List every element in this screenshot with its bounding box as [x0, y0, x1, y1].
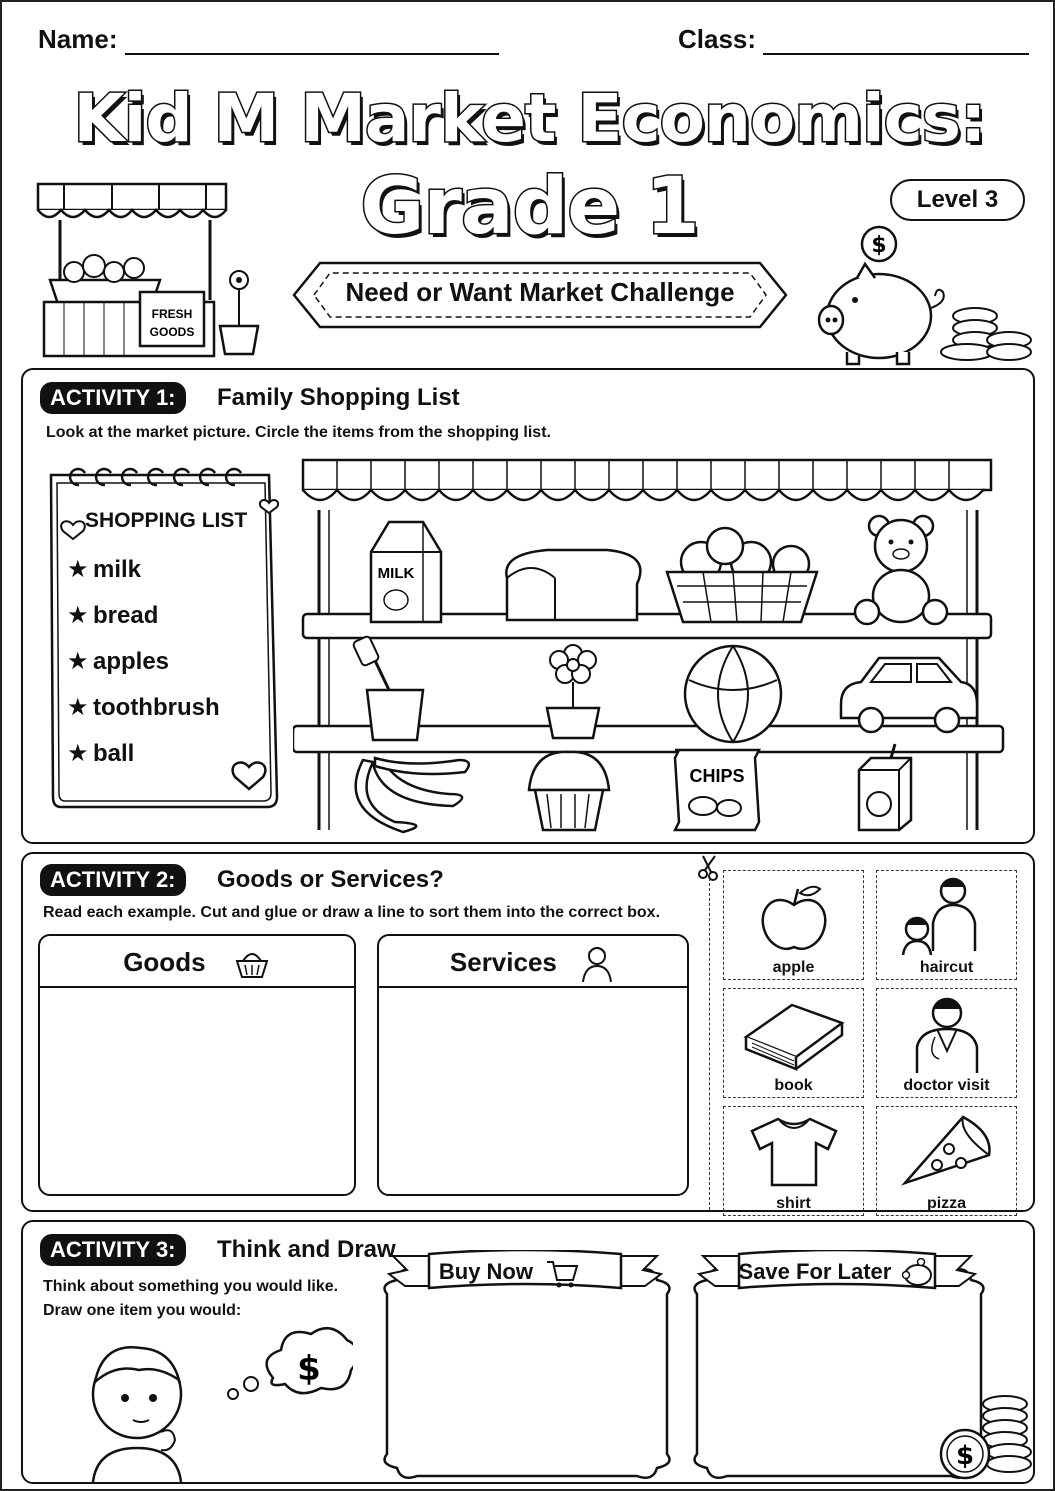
- name-field[interactable]: [38, 24, 499, 55]
- activity-3-instruction-2: Draw one item you would:: [43, 1302, 242, 1319]
- goods-header: [40, 936, 354, 988]
- card-label: pizza: [926, 1195, 967, 1212]
- piggy-bank-icon: [817, 224, 1037, 369]
- coin-stack-icon: [941, 308, 1031, 360]
- svg-text:$: $: [871, 233, 887, 258]
- activity-3-title: Think and Draw: [217, 1236, 396, 1263]
- card-label: apple: [772, 959, 815, 976]
- name-line[interactable]: [125, 53, 499, 55]
- star-icon: ★: [67, 556, 89, 583]
- card-apple[interactable]: [723, 870, 864, 980]
- star-icon: ★: [67, 694, 89, 721]
- cupcake-icon: [529, 752, 609, 830]
- dollar-icon: $: [297, 1349, 321, 1389]
- chips-bag-icon: [675, 750, 759, 830]
- activity-1-tag: ACTIVITY 1:: [40, 382, 186, 414]
- activity-2-title: Goods or Services?: [217, 866, 444, 893]
- toy-car-icon: [841, 658, 977, 732]
- thinking-child-icon: [63, 1322, 353, 1482]
- beach-ball-icon: [685, 646, 781, 742]
- activity-3-section: [21, 1220, 1035, 1484]
- list-item: ★ toothbrush: [67, 694, 220, 721]
- list-item: ★ milk: [67, 556, 142, 583]
- milk-carton-label: MILK: [377, 565, 415, 582]
- title-line-2: Grade 1: [360, 162, 699, 252]
- services-drop-box[interactable]: [377, 934, 689, 1196]
- card-doctor-visit[interactable]: [876, 988, 1017, 1098]
- activity-1-instruction: Look at the market picture. Circle the items from the shopping list.: [46, 424, 551, 441]
- piggy-bank-small-icon: [901, 1258, 935, 1288]
- bread-icon: [506, 550, 640, 620]
- activity-2-tag: ACTIVITY 2:: [40, 864, 186, 896]
- star-icon: ★: [67, 602, 89, 629]
- activity-2-instruction: Read each example. Cut and glue or draw a line to sort them into the correct box.: [43, 904, 661, 921]
- shopping-cart-icon: [545, 1258, 579, 1288]
- class-field[interactable]: [678, 24, 1029, 55]
- star-icon: ★: [67, 648, 89, 675]
- bananas-icon: [356, 758, 469, 832]
- market-shelf-picture: [293, 454, 1013, 838]
- subtitle-banner: [292, 259, 788, 331]
- activity-3-tag: ACTIVITY 3:: [40, 1234, 186, 1266]
- chips-label: CHIPS: [689, 766, 745, 786]
- doctor-icon: [877, 989, 1018, 1079]
- goods-drop-box[interactable]: [38, 934, 356, 1196]
- flower-pot-icon: [547, 645, 599, 738]
- list-item: ★ ball: [67, 740, 135, 767]
- save-later-draw-area[interactable]: [705, 1300, 971, 1468]
- shopping-list-card: [43, 467, 279, 813]
- goods-label: Goods: [123, 947, 206, 977]
- card-book[interactable]: [723, 988, 864, 1098]
- title-line-1: Kid M Market Economics:: [73, 80, 986, 157]
- shirt-icon: [724, 1107, 865, 1197]
- book-icon: [724, 989, 865, 1079]
- subtitle-text: Need or Want Market Challenge: [345, 277, 735, 307]
- teddy-bear-icon: [855, 516, 947, 624]
- star-icon: ★: [67, 740, 89, 767]
- stall-sign-line-2: GOODS: [149, 325, 195, 339]
- services-label: Services: [449, 947, 557, 977]
- save-later-label: Save For Later: [737, 1258, 937, 1288]
- card-label: haircut: [919, 959, 974, 976]
- card-label: shirt: [776, 1195, 811, 1212]
- list-item: ★ bread: [67, 602, 159, 629]
- services-header: [379, 936, 687, 988]
- haircut-icon: [877, 871, 1018, 961]
- buy-now-label: Buy Now: [429, 1258, 589, 1288]
- apple-icon: [724, 871, 865, 961]
- svg-text:$: $: [955, 1441, 975, 1471]
- stall-sign-line-1: FRESH: [151, 307, 193, 321]
- activity-1-title: Family Shopping List: [217, 384, 460, 411]
- card-label: book: [774, 1077, 813, 1094]
- pizza-icon: [877, 1107, 1018, 1197]
- name-label: Name:: [38, 24, 118, 54]
- worker-icon: [578, 944, 616, 984]
- list-item: ★ apples: [67, 648, 170, 675]
- buy-now-draw-area[interactable]: [395, 1300, 657, 1468]
- toothbrush-cup-icon: [352, 635, 423, 740]
- level-badge: Level 3: [890, 179, 1025, 221]
- class-line[interactable]: [763, 53, 1029, 55]
- coin-stack-small-icon: [935, 1390, 1035, 1482]
- activity-2-section: [21, 852, 1035, 1212]
- card-shirt[interactable]: [723, 1106, 864, 1216]
- activity-1-section: [21, 368, 1035, 844]
- card-pizza[interactable]: [876, 1106, 1017, 1216]
- juice-box-icon: [859, 744, 911, 830]
- basket-icon: [233, 947, 271, 981]
- apple-basket-icon: [667, 528, 817, 622]
- milk-carton-icon: [371, 522, 441, 622]
- class-label: Class:: [678, 24, 757, 54]
- card-haircut[interactable]: [876, 870, 1017, 980]
- activity-3-instruction-1: Think about something you would like.: [43, 1278, 339, 1295]
- shopping-list-title: SHOPPING LIST: [85, 509, 248, 532]
- card-label: doctor visit: [903, 1077, 990, 1094]
- market-stall-icon: [34, 180, 270, 360]
